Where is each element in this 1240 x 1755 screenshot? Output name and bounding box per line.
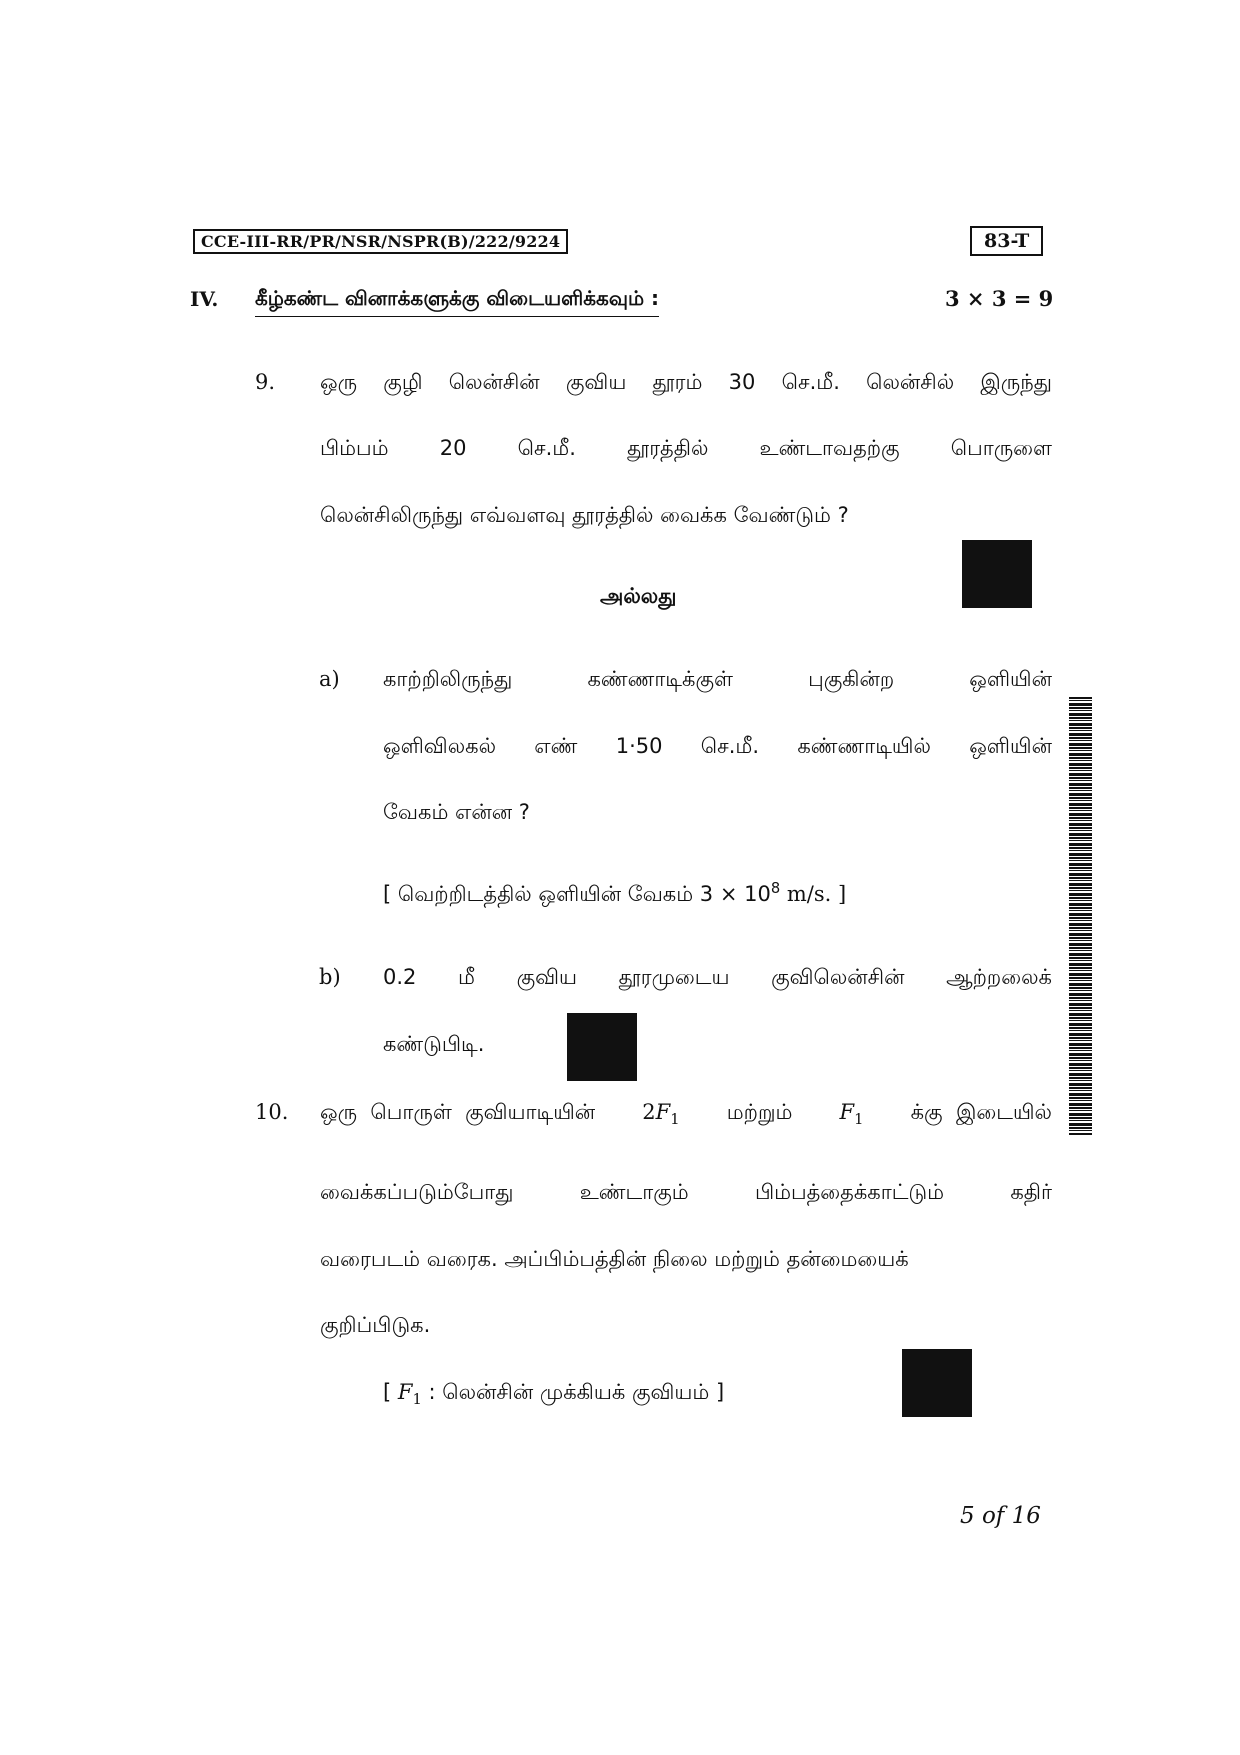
paper-code: CCE-III-RR/PR/NSR/NSPR(B)/222/9224 bbox=[193, 229, 568, 254]
q9a-line-2: ஒளிவிலகல் எண் 1·50 செ.மீ. கண்ணாடியில் ஒளியின் bbox=[383, 734, 1052, 758]
page-code: 83-T bbox=[970, 226, 1043, 256]
section-title: கீழ்கண்ட வினாக்களுக்கு விடையளிக்கவும் : bbox=[255, 286, 659, 317]
or-label: அல்லது bbox=[600, 584, 677, 608]
qr-code-2 bbox=[567, 1013, 637, 1081]
qr-code-1 bbox=[962, 540, 1032, 608]
q10-line-2: வைக்கப்படும்போது உண்டாகும் பிம்பத்தைக்காட்டும் கதிர் bbox=[320, 1180, 1052, 1204]
q9b-label: b) bbox=[319, 965, 341, 989]
side-barcode bbox=[1069, 697, 1092, 1135]
q9a-line-3: வேகம் என்ன ? bbox=[383, 800, 530, 824]
q9-line-3: லென்சிலிருந்து எவ்வளவு தூரத்தில் வைக்க வேண்டும் ? bbox=[320, 503, 849, 527]
q10-line-1: ஒரு பொருள் குவியாடியின் $2F_1$ மற்றும் $F_1$ க்கு இடையில் bbox=[320, 1100, 1052, 1129]
q10-number: 10. bbox=[255, 1100, 289, 1124]
q9-number: 9. bbox=[255, 370, 276, 394]
q9a-label: a) bbox=[319, 667, 340, 691]
q9-line-1: ஒரு குழி லென்சின் குவிய தூரம் 30 செ.மீ. லென்சில் இருந்து bbox=[320, 370, 1052, 394]
section-number: IV. bbox=[190, 287, 219, 311]
q9a-line-1: காற்றிலிருந்து கண்ணாடிக்குள் புகுகின்ற ஒளியின் bbox=[383, 667, 1052, 691]
page-number: 5 of 16 bbox=[960, 1503, 1041, 1529]
q10-line-3: வரைபடம் வரைக. அப்பிம்பத்தின் நிலை மற்றும் தன்மையைக் bbox=[320, 1247, 909, 1271]
section-marks: 3 × 3 = 9 bbox=[945, 286, 1054, 311]
q9a-note: [ வெற்றிடத்தில் ஒளியின் வேகம் $3 \times 10^8$ m/s. ] bbox=[383, 880, 847, 906]
q10-line-4: குறிப்பிடுக. bbox=[320, 1313, 431, 1337]
q9b-line-1: 0.2 மீ குவிய தூரமுடைய குவிலென்சின் ஆற்றலைக் bbox=[383, 965, 1052, 989]
q9b-line-2: கண்டுபிடி. bbox=[383, 1032, 485, 1056]
q10-note: [ $F_1$ : லென்சின் முக்கியக் குவியம் ] bbox=[383, 1380, 725, 1409]
q9-line-2: பிம்பம் 20 செ.மீ. தூரத்தில் உண்டாவதற்கு பொருளை bbox=[320, 436, 1052, 460]
qr-code-3 bbox=[902, 1349, 972, 1417]
